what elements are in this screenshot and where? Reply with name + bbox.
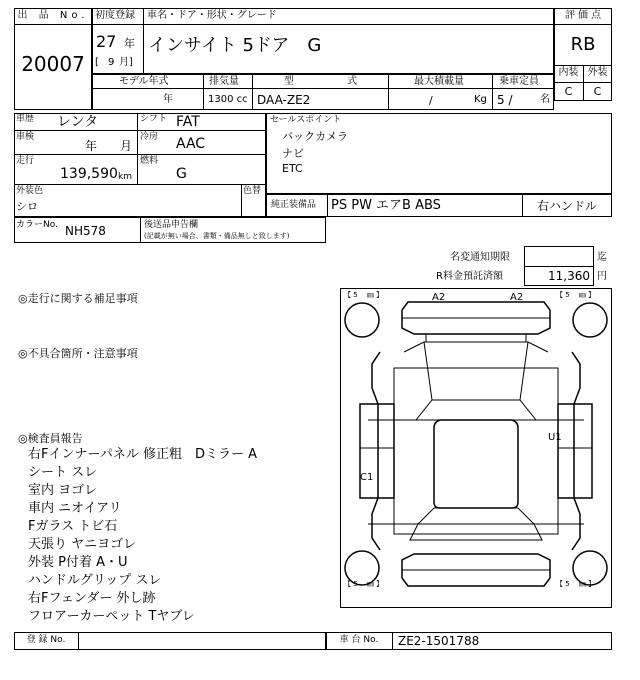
inspector-line: ハンドルグリップ スレ	[28, 573, 162, 588]
equip-value: PS PW エアB ABS	[331, 198, 441, 213]
damage-mark-c1: C1	[360, 472, 374, 483]
history-value: レンタ	[57, 114, 99, 130]
ext-color-label: 外装色	[16, 186, 44, 196]
inspector-line: Fガラス トビ石	[28, 519, 118, 534]
car-name: インサイト 5ドア G	[148, 35, 322, 56]
shift-label: シフト	[140, 114, 168, 124]
car-damage-diagram	[340, 288, 612, 608]
rear-glass	[418, 508, 534, 524]
driving-notes-label: ◎走行に関する補足事項	[18, 292, 138, 305]
hood	[424, 342, 528, 400]
reg-year-unit: 年	[124, 37, 135, 50]
name-change-field	[524, 246, 594, 267]
sales-label: セールスポイント	[270, 115, 342, 125]
color-no-label: カラーNo.	[16, 220, 58, 230]
wheel-front-right	[573, 303, 607, 337]
tire-depth-front-left: 【 5 ㎜ 】	[344, 291, 384, 299]
inspection-month-unit: 月	[120, 139, 133, 153]
sales-point: ETC	[282, 162, 303, 175]
inspector-line: フロアーカーペット Tヤブレ	[28, 609, 195, 624]
tire-depth-rear-left: 【 5 ㎜ 】	[344, 580, 384, 588]
rating-label: 評 価 点	[564, 10, 602, 21]
exterior-grade: C	[593, 85, 602, 98]
type-label-2: 式	[347, 76, 357, 87]
damage-mark-a2-left: A2	[432, 292, 446, 303]
roof	[434, 420, 518, 508]
mileage-label: 走行	[16, 156, 35, 166]
car-body	[394, 368, 558, 534]
inspector-line: シート スレ	[28, 465, 98, 480]
capacity-label: 乗車定員	[499, 76, 539, 87]
shift-value: FAT	[176, 114, 200, 130]
type-label: 型	[284, 76, 294, 87]
damage-mark-u1: U1	[548, 432, 562, 443]
inspector-line: 外装 P付着 A・U	[28, 555, 128, 570]
postal-label: 後送品申告欄	[144, 220, 199, 230]
inspector-line: 右Fインナーパネル 修正粗 Dミラー A	[28, 447, 257, 462]
lot-label: 出 品 No.	[17, 10, 89, 21]
color-change-label: 色替	[243, 186, 262, 196]
interior-label: 内装	[558, 67, 579, 78]
inspector-line: 天張り ヤニヨゴレ	[28, 537, 137, 552]
reg-month-close: 月]	[119, 57, 133, 68]
name-change-label: 名変通知期限	[450, 252, 510, 263]
ac-value: AAC	[176, 136, 206, 152]
exterior-label: 外装	[587, 67, 608, 78]
inspector-line: 車内 ニオイアリ	[28, 501, 122, 516]
reg-month: 9	[108, 57, 115, 68]
type-value: DAA-ZE2	[257, 93, 311, 107]
load-label: 最大積載量	[414, 76, 464, 87]
sales-point: バックカメラ	[282, 130, 348, 143]
mileage-value: 139,590	[60, 166, 118, 182]
handle-value: 右ハンドル	[536, 199, 597, 213]
recycle-value: 11,360	[548, 269, 590, 283]
reg-label: 登 録 No.	[26, 635, 66, 645]
inspector-label: ◎検査員報告	[18, 432, 83, 445]
displacement-value: 1300 cc	[208, 94, 248, 105]
defects-label: ◎不具合箇所・注意事項	[18, 347, 138, 360]
name-change-unit: 迄	[597, 252, 607, 263]
capacity-unit: 名	[540, 94, 550, 105]
sales-box	[266, 113, 612, 194]
fuel-label: 燃料	[140, 156, 159, 166]
inspection-label: 車検	[16, 132, 35, 142]
load-slash: /	[429, 94, 433, 107]
inspector-line: 室内 ヨゴレ	[28, 483, 98, 498]
damage-mark-a2-right: A2	[510, 292, 524, 303]
chassis-value: ZE2-1501788	[398, 634, 480, 648]
rating-value: RB	[570, 34, 596, 55]
chassis-label: 車 台 No.	[339, 635, 379, 645]
reg-year: 27	[96, 32, 117, 51]
postal-note: (記載が無い場合、書類・備品無しと致します)	[144, 232, 290, 240]
recycle-unit: 円	[597, 271, 607, 282]
model-year-unit: 年	[163, 94, 173, 105]
inspection-year-unit: 年	[85, 139, 98, 153]
inspector-line: 右Fフェンダー 外し跡	[28, 591, 156, 606]
ac-label: 冷房	[140, 132, 159, 142]
model-year-label: モデル年式	[119, 76, 169, 87]
sales-point: ナビ	[282, 147, 304, 160]
color-no-value: NH578	[65, 224, 106, 238]
mileage-unit: km	[118, 172, 132, 182]
wheel-front-left	[345, 303, 379, 337]
reg-month-open: [	[95, 57, 99, 68]
car-label: 車名・ドア・形状・グレード	[147, 10, 277, 21]
lot-number: 20007	[21, 52, 85, 76]
equip-label: 純正装備品	[271, 200, 317, 210]
history-label: 車歴	[16, 114, 35, 124]
first-reg-label: 初度登録	[95, 10, 135, 21]
fuel-value: G	[176, 166, 187, 182]
left-side	[372, 352, 380, 550]
interior-grade: C	[564, 85, 573, 98]
windshield	[416, 400, 536, 420]
right-side	[572, 352, 580, 550]
tire-depth-front-right: 【 5 ㎜ 】	[556, 291, 596, 299]
displacement-label: 排気量	[209, 76, 239, 87]
tire-depth-rear-right: 【 5 ㎜ 】	[556, 580, 596, 588]
recycle-label: R料金預託済額	[436, 271, 503, 282]
load-unit: Kg	[474, 94, 487, 105]
ext-color-value: シロ	[16, 200, 38, 213]
capacity-value: 5 /	[497, 93, 513, 107]
